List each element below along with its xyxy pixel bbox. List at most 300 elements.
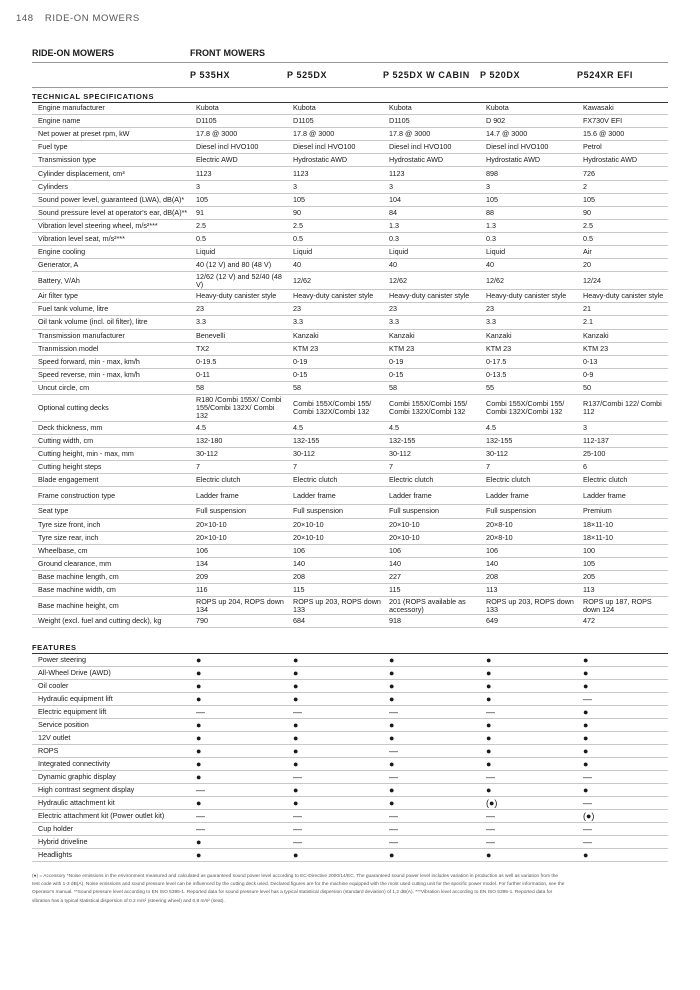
cell-value: — [287,823,383,836]
spec-row [32,597,668,615]
cell-value: (●) [480,797,577,810]
section-title-features: FEATURES [32,643,668,654]
cell-value: Ladder frame [287,487,383,505]
row-label: Electric equipment lift [32,706,190,719]
cell-value: 106 [287,544,383,557]
cell-value: ● [383,667,480,680]
row-label: Air filter type [32,290,190,303]
spec-row [32,615,668,628]
cell-value: 20×10-10 [383,531,480,544]
row-label: Tyre size front, inch [32,518,190,531]
cell-value: ● [287,784,383,797]
cell-value: ● [577,732,668,745]
cell-value: 20×10-10 [287,531,383,544]
cell-value: Hydrostatic AWD [480,154,577,167]
cell-value: Liquid [383,246,480,259]
cell-value: 918 [383,615,480,628]
cell-value: Ladder frame [383,487,480,505]
spec-row [32,342,668,355]
feature-row [32,771,668,784]
cell-value: 7 [480,461,577,474]
cell-value: 40 [480,259,577,272]
cell-value: 4.5 [480,421,577,434]
feature-row [32,797,668,810]
cell-value: — [577,797,668,810]
spec-row [32,206,668,219]
cell-value: Combi 155X/Combi 155/ Combi 132X/Combi 132 [480,394,577,421]
cell-value: — [480,706,577,719]
cell-value: 134 [190,557,287,570]
cell-value: ● [383,680,480,693]
cell-value: Electric clutch [577,474,668,487]
model-name: P 520DX [480,70,521,80]
cell-value: 91 [190,206,287,219]
footnote-line: test code with 1-3 dB(A). Noise emissions and sound pressure level can be influenced by the cutting deck used. Declared figures are for the machine equipped with the most used cutting unit for the specific power model. For further information, see the [32,882,565,888]
model-name: P 525DX W CABIN [383,70,470,80]
spec-row [32,232,668,245]
cell-value: Diesel incl HVO100 [190,141,287,154]
cell-value: ● [480,719,577,732]
feature-row [32,745,668,758]
cell-value: FX730V EFI [577,115,668,128]
footnote-line: Operator's manual. **Sound pressure level according to EN ISO 5395-1. Reported data for sound pressure level has a typical statistical dispersion (standard deviation) of 1,2 dB(A). ***Vibration level according to EN ISO 5395-1. Reported data for [32,890,553,896]
cell-value: 105 [577,557,668,570]
cell-value: — [383,771,480,784]
cell-value: 0-13 [577,355,668,368]
cell-value: Full suspension [287,505,383,518]
cell-value: 0-13.5 [480,368,577,381]
spec-row [32,219,668,232]
cell-value: 106 [480,544,577,557]
cell-value: ● [190,836,287,849]
model-name: P 535HX [190,70,231,80]
cell-value: 112-137 [577,435,668,448]
cell-value: Full suspension [383,505,480,518]
model-header-row [32,62,668,88]
cell-value: 20×10-10 [190,531,287,544]
cell-value: — [287,836,383,849]
row-label: Frame construction type [32,487,190,505]
feature-row [32,784,668,797]
cell-value: 0.5 [577,232,668,245]
spec-row [32,557,668,570]
cell-value: ● [383,732,480,745]
spec-row [32,570,668,583]
feature-row [32,758,668,771]
model-name: P 525DX [287,70,328,80]
cell-value: ● [480,745,577,758]
cell-value: ● [190,680,287,693]
spec-row [32,115,668,128]
category-label: RIDE-ON MOWERS [32,48,114,58]
cell-value: 18×11-10 [577,531,668,544]
cell-value: Heavy-duty canister style [577,290,668,303]
cell-value: 3 [480,180,577,193]
cell-value: 40 [287,259,383,272]
model-name: P524XR EFI [577,70,634,80]
cell-value: 3.3 [383,316,480,329]
row-label: 12V outlet [32,732,190,745]
row-label: All-Wheel Drive (AWD) [32,667,190,680]
cell-value: ● [190,732,287,745]
cell-value: 0-19 [383,355,480,368]
cell-value: 2 [577,180,668,193]
spec-row [32,448,668,461]
cell-value: ● [190,745,287,758]
row-label: Engine cooling [32,246,190,259]
cell-value: Combi 155X/Combi 155/ Combi 132X/Combi 132 [383,394,480,421]
cell-value: Electric clutch [480,474,577,487]
row-label: Cylinder displacement, cm³ [32,167,190,180]
cell-value: 2.5 [287,219,383,232]
spec-row [32,368,668,381]
row-label: Weight (excl. fuel and cutting deck), kg [32,615,190,628]
cell-value: ● [383,849,480,862]
cell-value: ROPS up 187, ROPS down 124 [577,597,668,615]
category-header [32,45,668,62]
cell-value: Benevelli [190,329,287,342]
row-label: Integrated connectivity [32,758,190,771]
cell-value: 2.1 [577,316,668,329]
row-label: Hydraulic equipment lift [32,693,190,706]
cell-value: 90 [287,206,383,219]
cell-value: — [577,771,668,784]
cell-value: D1105 [287,115,383,128]
cell-value: 105 [190,193,287,206]
cell-value: 0.5 [190,232,287,245]
row-label: Seat type [32,505,190,518]
cell-value: ● [383,719,480,732]
row-label: Base machine width, cm [32,584,190,597]
cell-value: ● [287,849,383,862]
cell-value: 3 [190,180,287,193]
cell-value: 113 [480,584,577,597]
cell-value: KTM 23 [383,342,480,355]
cell-value: Air [577,246,668,259]
row-label: Tyre size rear, inch [32,531,190,544]
cell-value: 205 [577,570,668,583]
spec-table [32,102,668,628]
cell-value: 227 [383,570,480,583]
page-number: 148 [16,13,34,24]
cell-value: 649 [480,615,577,628]
cell-value: — [287,706,383,719]
cell-value: ● [577,706,668,719]
cell-value: Heavy-duty canister style [480,290,577,303]
cell-value: ● [383,654,480,667]
feature-row [32,810,668,823]
cell-value: 140 [287,557,383,570]
spec-row [32,141,668,154]
cell-value: 1123 [383,167,480,180]
cell-value: — [383,706,480,719]
row-label: Blade engagement [32,474,190,487]
cell-value: 209 [190,570,287,583]
cell-value: Electric clutch [383,474,480,487]
spec-row [32,461,668,474]
cell-value: Kubota [383,102,480,115]
cell-value: Electric clutch [287,474,383,487]
cell-value: Hydrostatic AWD [383,154,480,167]
cell-value: — [287,810,383,823]
cell-value: ● [480,784,577,797]
cell-value: ● [287,693,383,706]
feature-row [32,693,668,706]
cell-value: 12/62 [480,272,577,290]
cell-value: Diesel incl HVO100 [480,141,577,154]
cell-value: ROPS up 203, ROPS down 133 [287,597,383,615]
row-label: Headlights [32,849,190,862]
cell-value: 0-9 [577,368,668,381]
cell-value: 58 [287,381,383,394]
cell-value: 116 [190,584,287,597]
cell-value: ● [190,693,287,706]
cell-value: 132-180 [190,435,287,448]
cell-value: 23 [190,303,287,316]
cell-value: 58 [190,381,287,394]
feature-row [32,706,668,719]
spec-row [32,394,668,421]
cell-value: 140 [480,557,577,570]
cell-value: 55 [480,381,577,394]
cell-value: 132-155 [480,435,577,448]
cell-value: 113 [577,584,668,597]
cell-value: Kawasaki [577,102,668,115]
cell-value: ● [287,667,383,680]
cell-value: ● [383,758,480,771]
cell-value: 0-19 [287,355,383,368]
cell-value: 1123 [287,167,383,180]
cell-value: Petrol [577,141,668,154]
cell-value: — [287,771,383,784]
cell-value: KTM 23 [287,342,383,355]
cell-value: ● [287,758,383,771]
spec-row [32,584,668,597]
cell-value: 30-112 [383,448,480,461]
cell-value: ● [480,758,577,771]
cell-value: — [190,823,287,836]
cell-value: ● [287,732,383,745]
cell-value: 12/62 (12 V) and 52/40 (48 V) [190,272,287,290]
cell-value: — [480,823,577,836]
cell-value: 30-112 [480,448,577,461]
feature-row [32,719,668,732]
cell-value: 30-112 [287,448,383,461]
cell-value: ● [287,719,383,732]
cell-value: ● [480,849,577,862]
row-label: Oil tank volume (incl. oil filter), litre [32,316,190,329]
cell-value: 20×10-10 [383,518,480,531]
cell-value: 3 [577,421,668,434]
cell-value: ● [577,758,668,771]
cell-value: 21 [577,303,668,316]
cell-value: Full suspension [190,505,287,518]
cell-value: 1123 [190,167,287,180]
row-label: Cutting width, cm [32,435,190,448]
cell-value: R137/Combi 122/ Combi 112 [577,394,668,421]
cell-value: 115 [287,584,383,597]
cell-value: 104 [383,193,480,206]
cell-value: ● [383,693,480,706]
feature-row [32,836,668,849]
row-label: Cup holder [32,823,190,836]
feature-row [32,667,668,680]
spec-row [32,128,668,141]
row-label: Sound power level, guaranteed (LWA), dB(A)* [32,193,190,206]
cell-value: 208 [287,570,383,583]
cell-value: 201 (ROPS available as accessory) [383,597,480,615]
cell-value: 0-19.5 [190,355,287,368]
cell-value: ● [383,784,480,797]
cell-value: 20×8-10 [480,531,577,544]
footnotes [32,873,632,906]
cell-value: 132-155 [383,435,480,448]
row-label: Battery, V/Ah [32,272,190,290]
cell-value: Liquid [480,246,577,259]
cell-value: 0.3 [480,232,577,245]
spec-row [32,421,668,434]
cell-value: 684 [287,615,383,628]
spec-row [32,487,668,505]
feature-row [32,823,668,836]
cell-value: 40 (12 V) and 80 (48 V) [190,259,287,272]
cell-value: — [190,784,287,797]
cell-value: — [480,836,577,849]
spec-row [32,303,668,316]
row-label: Base machine height, cm [32,597,190,615]
cell-value: 132-155 [287,435,383,448]
row-label: Tranmission model [32,342,190,355]
feature-row [32,680,668,693]
running-header [16,13,140,24]
cell-value: — [383,836,480,849]
cell-value: ● [383,797,480,810]
cell-value: 105 [577,193,668,206]
row-label: Vibration level steering wheel, m/s²*** [32,219,190,232]
cell-value: 17.8 @ 3000 [287,128,383,141]
cell-value: Heavy-duty canister style [287,290,383,303]
feature-row [32,732,668,745]
cell-value: 106 [190,544,287,557]
cell-value: 23 [480,303,577,316]
cell-value: 3 [287,180,383,193]
cell-value: Kubota [480,102,577,115]
cell-value: 7 [287,461,383,474]
cell-value: ● [577,849,668,862]
feature-row [32,849,668,862]
cell-value: ● [190,719,287,732]
cell-value: 12/62 [383,272,480,290]
cell-value: — [577,836,668,849]
section-title-specs: TECHNICAL SPECIFICATIONS [32,92,668,103]
cell-value: 30-112 [190,448,287,461]
cell-value: 0-11 [190,368,287,381]
spec-row [32,518,668,531]
cell-value: — [383,810,480,823]
row-label: Base machine length, cm [32,570,190,583]
cell-value: 20 [577,259,668,272]
cell-value: 15.6 @ 3000 [577,128,668,141]
cell-value: 20×10-10 [190,518,287,531]
cell-value: 0.3 [383,232,480,245]
cell-value: Full suspension [480,505,577,518]
cell-value: 17.8 @ 3000 [190,128,287,141]
row-label: ROPS [32,745,190,758]
spec-row [32,246,668,259]
spec-row [32,435,668,448]
row-label: Service position [32,719,190,732]
spec-row [32,474,668,487]
cell-value: ROPS up 203, ROPS down 133 [480,597,577,615]
cell-value: Kanzaki [383,329,480,342]
spec-row [32,154,668,167]
cell-value: ● [480,693,577,706]
cell-value: 2.5 [190,219,287,232]
cell-value: Heavy-duty canister style [190,290,287,303]
cell-value: — [383,823,480,836]
cell-value: 20×8-10 [480,518,577,531]
cell-value: 3 [383,180,480,193]
cell-value: ● [577,667,668,680]
spec-row [32,531,668,544]
row-label: Ground clearance, mm [32,557,190,570]
cell-value: 7 [383,461,480,474]
cell-value: Premium [577,505,668,518]
cell-value: 90 [577,206,668,219]
row-label: Net power at preset rpm, kW [32,128,190,141]
cell-value: 3.3 [480,316,577,329]
cell-value: ● [287,680,383,693]
cell-value: 50 [577,381,668,394]
cell-value: 40 [383,259,480,272]
cell-value: ● [480,654,577,667]
cell-value: Kanzaki [287,329,383,342]
row-label: Hybrid driveline [32,836,190,849]
row-label: Cutting height, min - max, mm [32,448,190,461]
footnote-line: (●) = Accessory *Noise emissions in the environment measured and calculated as guaranteed sound power level according to EC-Directive 2000/14/EC. The guaranteed sound power level includes variation in production as well as variation from the [32,874,559,879]
cell-value: 4.5 [190,421,287,434]
row-label: Engine name [32,115,190,128]
cell-value: (●) [577,810,668,823]
cell-value: ● [190,797,287,810]
row-label: Speed reverse, min - max, km/h [32,368,190,381]
cell-value: ● [480,680,577,693]
row-label: Fuel tank volume, litre [32,303,190,316]
cell-value: 23 [287,303,383,316]
footnote-line: vibration has a typical statistical dispersion of 0.2 m/s² (steering wheel) and 0.8 m/s² (seat). [32,898,225,904]
row-label: Speed forward, min - max, km/h [32,355,190,368]
cell-value: 106 [383,544,480,557]
row-label: Engine manufacturer [32,102,190,115]
cell-value: D1105 [190,115,287,128]
cell-value: Diesel incl HVO100 [287,141,383,154]
row-label: Transmission manufacturer [32,329,190,342]
cell-value: Ladder frame [480,487,577,505]
cell-value: Kanzaki [577,329,668,342]
cell-value: 25-100 [577,448,668,461]
row-label: Deck thickness, mm [32,421,190,434]
cell-value: Liquid [287,246,383,259]
spec-row [32,544,668,557]
cell-value: 140 [383,557,480,570]
spec-row [32,180,668,193]
cell-value: — [480,810,577,823]
feature-row [32,654,668,667]
spec-row [32,381,668,394]
cell-value: KTM 23 [577,342,668,355]
cell-value: 115 [383,584,480,597]
cell-value: Heavy-duty canister style [383,290,480,303]
